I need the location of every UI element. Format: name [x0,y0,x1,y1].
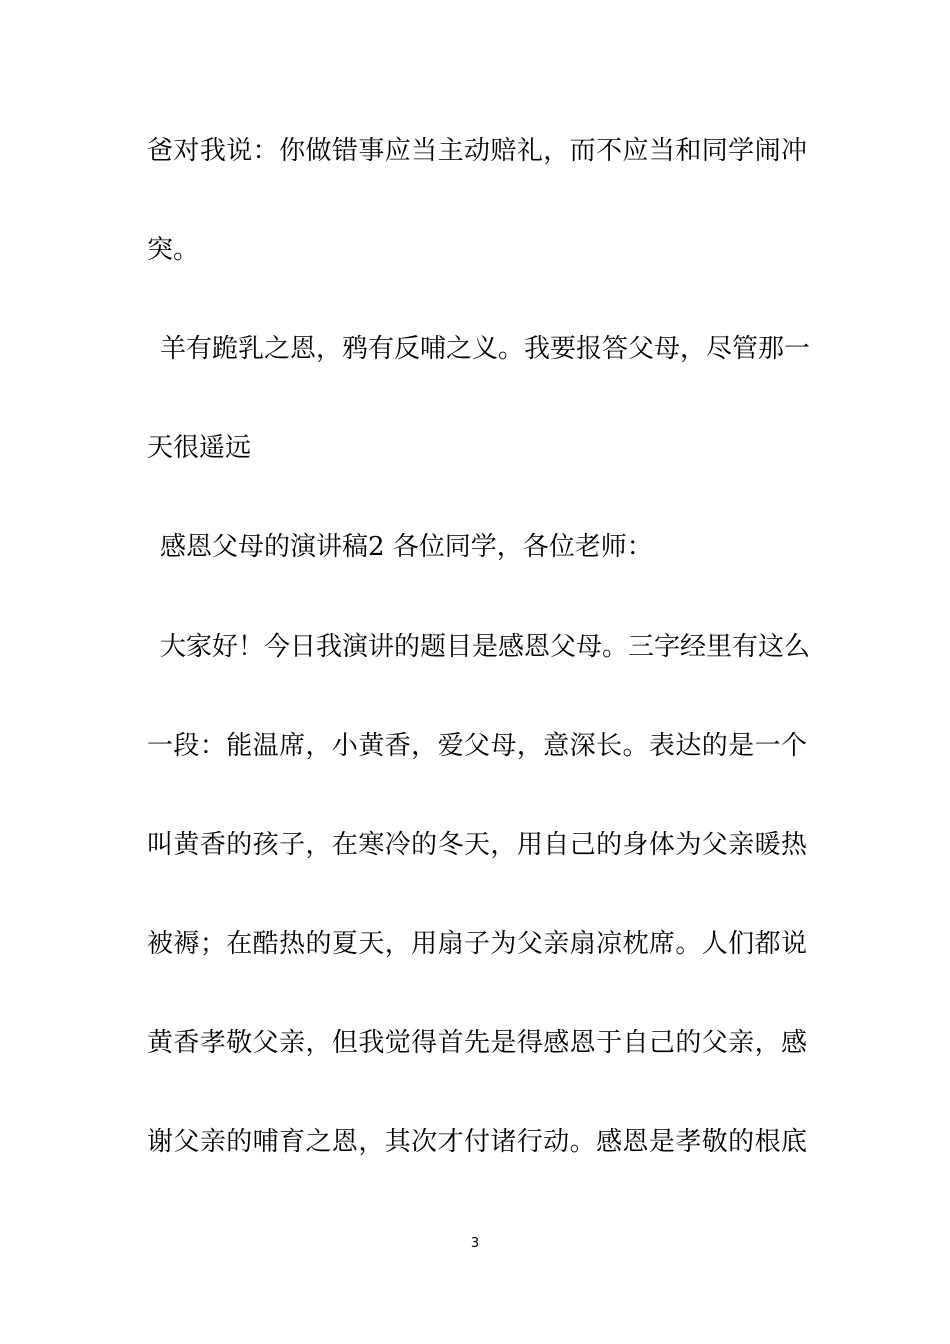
text-line-8: 叫黄香的孩子，在寒冷的冬天，用自己的身体为父亲暖热 [147,830,807,860]
section-heading-line: 感恩父母的演讲稿2 各位同学，各位老师： [160,532,653,562]
text-line-4: 天很遥远 [147,433,252,463]
text-line-1: 爸对我说：你做错事应当主动赔礼，而不应当和同学闹冲 [147,136,807,166]
text-line-2: 突。 [147,235,200,265]
text-line-11: 谢父亲的哺育之恩，其次才付诸行动。感恩是孝敬的根底 [147,1127,807,1157]
text-line-7: 一段：能温席，小黄香，爱父母，意深长。表达的是一个 [147,731,807,761]
text-line-3: 羊有跪乳之恩，鸦有反哺之义。我要报答父母，尽管那一 [160,334,811,364]
text-line-6: 大家好！今日我演讲的题目是感恩父母。三字经里有这么 [160,632,811,662]
text-line-9: 被褥；在酷热的夏天，用扇子为父亲扇凉枕席。人们都说 [147,929,807,959]
page-number: 3 [470,1236,480,1251]
text-line-10: 黄香孝敬父亲，但我觉得首先是得感恩于自己的父亲，感 [147,1028,807,1058]
